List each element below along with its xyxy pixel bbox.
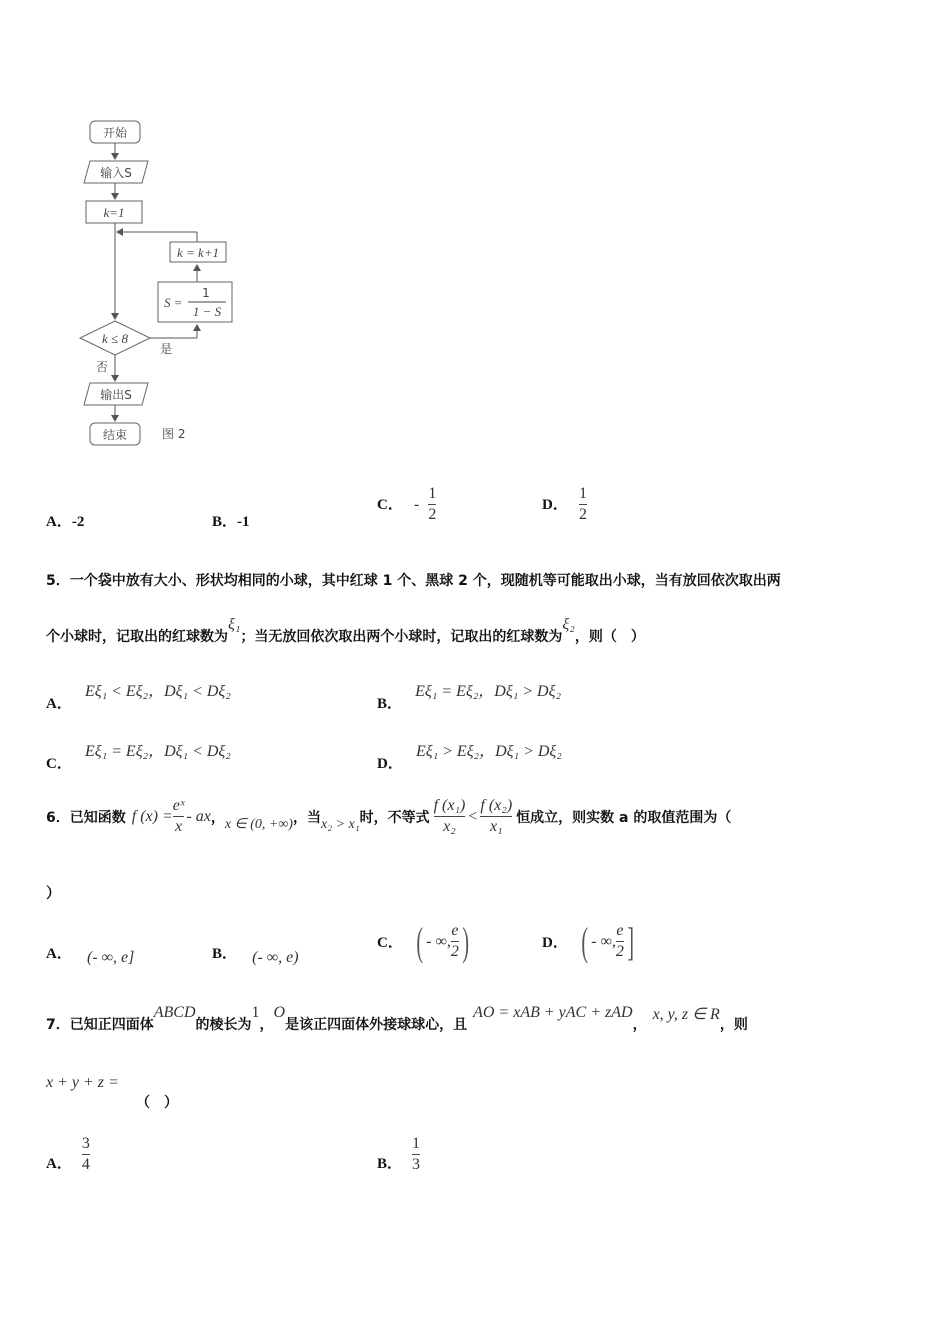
q4-d-den: 2 xyxy=(578,506,587,523)
q4-option-b[interactable] xyxy=(212,510,250,531)
q6-option-a[interactable] xyxy=(46,942,135,966)
flow-start-text: 开始 xyxy=(102,126,128,140)
q6-c-lparen: ( xyxy=(416,919,423,964)
q4-option-c[interactable] xyxy=(377,484,436,525)
flow-update-k-text: k = k+1 xyxy=(176,245,220,260)
q7-t4: ， xyxy=(632,1017,647,1033)
flow-update-s-den: 1 − S xyxy=(192,304,222,319)
q7-t2: ， xyxy=(259,1017,274,1033)
q7-t5: ，则 xyxy=(719,1017,748,1033)
q6-c-label: C． xyxy=(377,935,403,951)
q4-b-label: B． xyxy=(212,514,238,530)
q6-b-label: B． xyxy=(212,946,238,962)
q6-lt: < xyxy=(468,807,478,825)
q4-d-num: 1 xyxy=(578,485,587,502)
q7-a-den: 4 xyxy=(81,1156,90,1173)
q5-line2-c: ，则（ ） xyxy=(574,629,645,645)
q4-c-sign: - xyxy=(413,496,420,513)
q7-t1: 的棱长为 xyxy=(195,1017,252,1033)
q6-option-d[interactable] xyxy=(542,918,637,965)
q6-frac1-den: x₂ xyxy=(443,818,456,835)
q7-one: 1 xyxy=(251,1004,260,1021)
q7-b-frac xyxy=(412,1134,420,1175)
q6-f-den: x xyxy=(175,818,183,835)
q6-d-frac xyxy=(616,921,624,962)
q7-o: O xyxy=(273,1004,286,1021)
q7-abcd: ABCD xyxy=(153,1004,196,1021)
q7-a-label: A． xyxy=(46,1156,72,1172)
q4-a-label: A． xyxy=(46,514,72,530)
q5-xi1: ξ₁ xyxy=(228,616,241,633)
q6-d-label: D． xyxy=(542,935,568,951)
q4-option-d[interactable] xyxy=(542,484,587,525)
q6-a-expr: (- ∞, e] xyxy=(86,949,135,966)
flow-input-text: 输入S xyxy=(100,166,132,180)
q6-when: ，当 xyxy=(292,809,321,826)
q5-b-label: B． xyxy=(377,696,403,712)
q7-paren: （ ） xyxy=(136,1095,178,1111)
q6-comma: ， xyxy=(210,809,225,826)
q7-b-label: B． xyxy=(377,1156,403,1172)
q6-frac2-den: x₁ xyxy=(489,818,503,835)
flow-condition-text: k ≤ 8 xyxy=(102,331,128,346)
q5-option-d[interactable] xyxy=(377,738,562,772)
q5-line2-b: ；当无放回依次取出两个小球时，记取出的红球数为 xyxy=(240,629,563,645)
flow-update-s-num: 1 xyxy=(202,286,210,300)
q4-c-frac xyxy=(428,484,436,525)
q6-d-lparen: ( xyxy=(581,919,588,964)
q6-d-num: e xyxy=(616,922,624,939)
q6-frac1-num: f (x₁) xyxy=(433,797,466,814)
q5-stem-line1: 5．一个袋中放有大小、形状均相同的小球，其中红球 1 个、黑球 2 个，现随机等可能取出小球，当有放回依次取出两 xyxy=(46,573,781,589)
q5-c-expr: Eξ₁ = Eξ₂，Dξ₁ < Dξ₂ xyxy=(84,743,231,760)
q5-option-a[interactable] xyxy=(46,678,231,712)
flow-output-text: 输出S xyxy=(100,388,132,402)
q5-stem-line2 xyxy=(46,616,645,646)
q7-a-frac xyxy=(82,1134,90,1175)
q7-vec: AO = xAB + yAC + zAD xyxy=(473,1004,633,1021)
q6-prefix: 6．已知函数 xyxy=(46,809,126,826)
q5-d-label: D． xyxy=(377,756,403,772)
flow-no-label: 否 xyxy=(96,360,109,374)
q6-option-c[interactable] xyxy=(377,918,472,965)
q6-cond: x₂ > x₁ xyxy=(320,816,360,832)
q7-option-b[interactable] xyxy=(377,1134,420,1175)
q6-option-b[interactable] xyxy=(212,942,299,966)
q4-option-a[interactable] xyxy=(46,510,84,531)
flow-yes-label: 是 xyxy=(160,342,173,356)
q6-d-pre: - ∞, xyxy=(591,932,616,950)
q5-line2-a: 个小球时，记取出的红球数为 xyxy=(46,629,228,645)
q6-stem xyxy=(46,796,731,837)
q5-b-expr: Eξ₁ = Eξ₂，Dξ₁ > Dξ₂ xyxy=(415,683,562,700)
q5-a-expr: Eξ₁ < Eξ₂，Dξ₁ < Dξ₂ xyxy=(84,683,231,700)
q6-frac2 xyxy=(480,796,512,837)
q4-b-value: -1 xyxy=(237,514,250,530)
q6-domain: x ∈ (0, +∞) xyxy=(224,817,293,832)
flow-caption: 图 2 xyxy=(162,427,186,441)
q6-suffix: 恒成立，则实数 a 的取值范围为（ xyxy=(516,809,732,826)
flow-update-s-left: S = xyxy=(164,295,183,310)
q7-b-num: 1 xyxy=(412,1135,421,1152)
q7-prefix: 7．已知正四面体 xyxy=(46,1017,154,1033)
q6-frac1 xyxy=(434,796,466,837)
q6-c-pre: - ∞, xyxy=(426,932,451,950)
q5-xi2: ξ₂ xyxy=(562,616,575,633)
q7-t3: 是该正四面体外接球球心，且 xyxy=(285,1017,468,1033)
q6-d-rbracket: ] xyxy=(627,919,634,964)
q4-c-label: C． xyxy=(377,497,403,513)
q7-stem xyxy=(46,1004,748,1034)
q6-mid: 时，不等式 xyxy=(359,809,430,826)
q4-c-den: 2 xyxy=(428,506,437,523)
q6-c-den: 2 xyxy=(450,943,459,960)
q6-b-expr: (- ∞, e) xyxy=(252,949,299,966)
q7-b-den: 3 xyxy=(412,1156,421,1173)
q7-xyz: x, y, z ∈ R xyxy=(652,1006,720,1023)
q7-option-a[interactable] xyxy=(46,1134,90,1175)
q7-stem-line2 xyxy=(46,1072,178,1112)
q4-d-frac xyxy=(579,484,587,525)
q7-a-num: 3 xyxy=(81,1135,90,1152)
q6-c-rparen: ) xyxy=(462,919,469,964)
q5-c-label: C． xyxy=(46,756,72,772)
q6-c-frac xyxy=(451,921,459,962)
q6-frac2-num: f (x₂) xyxy=(480,797,513,814)
q6-f-frac xyxy=(173,796,185,837)
flowchart xyxy=(70,115,270,455)
q4-c-num: 1 xyxy=(428,485,437,502)
q6-f-right: - ax xyxy=(186,807,211,825)
q6-d-den: 2 xyxy=(615,943,624,960)
q5-option-b[interactable] xyxy=(377,678,562,712)
q7-sum: x + y + z = xyxy=(46,1074,119,1091)
q5-a-label: A． xyxy=(46,696,72,712)
q6-a-label: A． xyxy=(46,946,72,962)
q6-f-left: f (x) = xyxy=(131,807,173,825)
flow-end-text: 结束 xyxy=(102,428,128,442)
flow-init-text: k=1 xyxy=(103,205,125,220)
q4-a-value: -2 xyxy=(71,514,85,530)
q6-c-num: e xyxy=(451,922,459,939)
q5-option-c[interactable] xyxy=(46,738,231,772)
q4-d-label: D． xyxy=(542,497,568,513)
q5-d-expr: Eξ₁ > Eξ₂，Dξ₁ > Dξ₂ xyxy=(415,743,562,760)
q6-close: ） xyxy=(46,886,61,902)
q6-f-num: eˣ xyxy=(172,797,185,814)
